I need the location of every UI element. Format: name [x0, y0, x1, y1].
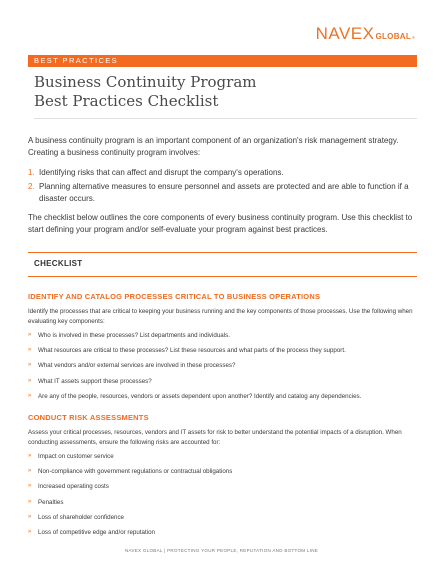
bullet-text: Impact on customer service — [38, 453, 114, 460]
bullet-chevron-icon: » — [28, 347, 32, 354]
list-item — [28, 528, 420, 537]
list-number: 1. — [28, 168, 35, 177]
section-risk-assessments — [28, 413, 420, 543]
title-line-2: Best Practices Checklist — [34, 92, 219, 110]
bullet-chevron-icon: » — [28, 513, 32, 520]
list-item — [28, 392, 420, 401]
section-heading: IDENTIFY AND CATALOG PROCESSES CRITICAL TO BUSINESS OPERATIONS — [28, 292, 321, 301]
section-description: Assess your critical processes, resources, vendors and IT assets for risk to better understand the potential impacts of a disruption. When conducting assessments, ensure the following risks are accounted for: — [28, 429, 402, 446]
logo-brand-text: NAVEX — [315, 24, 375, 43]
bullet-chevron-icon: » — [28, 453, 32, 459]
checklist-heading: CHECKLIST — [34, 259, 83, 268]
list-item — [28, 513, 420, 522]
list-item — [28, 452, 420, 461]
banner-label: BEST PRACTICES — [34, 56, 119, 65]
bullet-text: Are any of the people, resources, vendors or assets dependent upon another? Identify and catalog any dependencies. — [38, 392, 362, 400]
page-title — [34, 73, 257, 111]
intro-list-item — [28, 181, 420, 205]
page-footer: NAVEX GLOBAL | PROTECTING YOUR PEOPLE, REPUTATION AND BOTTOM LINE — [124, 548, 319, 553]
logo-registered-mark: ® — [412, 35, 415, 40]
bullet-text: Loss of competitive edge and/or reputation — [38, 528, 155, 536]
list-item — [28, 346, 420, 355]
list-item — [28, 467, 420, 476]
checklist-intro-paragraph: The checklist below outlines the core components of every business continuity program. Use this checklist to start defining your program and/or self-evaluate your program against best practices. — [28, 213, 413, 234]
bullet-text: Increased operating costs — [38, 483, 109, 491]
list-item — [28, 331, 420, 340]
section-description: Identify the processes that are critical to keeping your business running and the key components of those processes. Use the following when evaluating key components: — [28, 308, 413, 325]
bullet-text: Non-compliance with government regulations or contractual obligations — [38, 468, 233, 476]
intro-numbered-list — [28, 167, 420, 207]
list-text: Identifying risks that can affect and disrupt the company's operations. — [39, 168, 284, 177]
bullet-text: Loss of shareholder confidence — [38, 513, 124, 521]
bullet-text: What IT assets support these processes? — [38, 377, 152, 385]
list-number: 2. — [28, 182, 35, 191]
section-bullet-list — [28, 452, 420, 537]
intro-paragraph: A business continuity program is an important component of an organization's risk management strategy. Creating a business continuity program involves: — [28, 136, 399, 157]
list-item — [28, 377, 420, 386]
logo-global-text: GLOBAL — [375, 32, 412, 41]
bullet-text: What vendors and/or external services are involved in these processes? — [38, 362, 236, 370]
list-item — [28, 498, 420, 507]
intro-list-item — [28, 167, 420, 179]
checklist-divider-top — [28, 252, 417, 253]
bullet-text: What resources are critical to these processes? List these resources and what parts of the process they support. — [38, 347, 346, 355]
section-heading: CONDUCT RISK ASSESSMENTS — [28, 413, 149, 422]
bullet-chevron-icon: » — [28, 392, 32, 399]
bullet-chevron-icon: » — [28, 483, 32, 490]
bullet-text: Who is involved in these processes? List departments and individuals. — [38, 332, 230, 339]
navex-global-logo — [316, 24, 415, 44]
bullet-text: Penalties — [38, 498, 64, 506]
title-divider — [34, 118, 417, 119]
bullet-chevron-icon: » — [28, 362, 32, 369]
bullet-chevron-icon: » — [28, 377, 32, 384]
bullet-chevron-icon: » — [28, 498, 32, 505]
list-item — [28, 361, 420, 370]
category-banner — [28, 55, 417, 67]
checklist-divider-bottom — [28, 276, 417, 277]
section-identify-processes — [28, 292, 420, 407]
list-text: Planning alternative measures to ensure personnel and assets are protected and are able to function if a disaster occurs. — [39, 182, 409, 203]
list-item — [28, 482, 420, 491]
bullet-chevron-icon: » — [28, 468, 32, 475]
title-line-1: Business Continuity Program — [34, 73, 257, 91]
bullet-chevron-icon: » — [28, 528, 32, 535]
bullet-chevron-icon: » — [28, 332, 32, 338]
section-bullet-list — [28, 331, 420, 401]
